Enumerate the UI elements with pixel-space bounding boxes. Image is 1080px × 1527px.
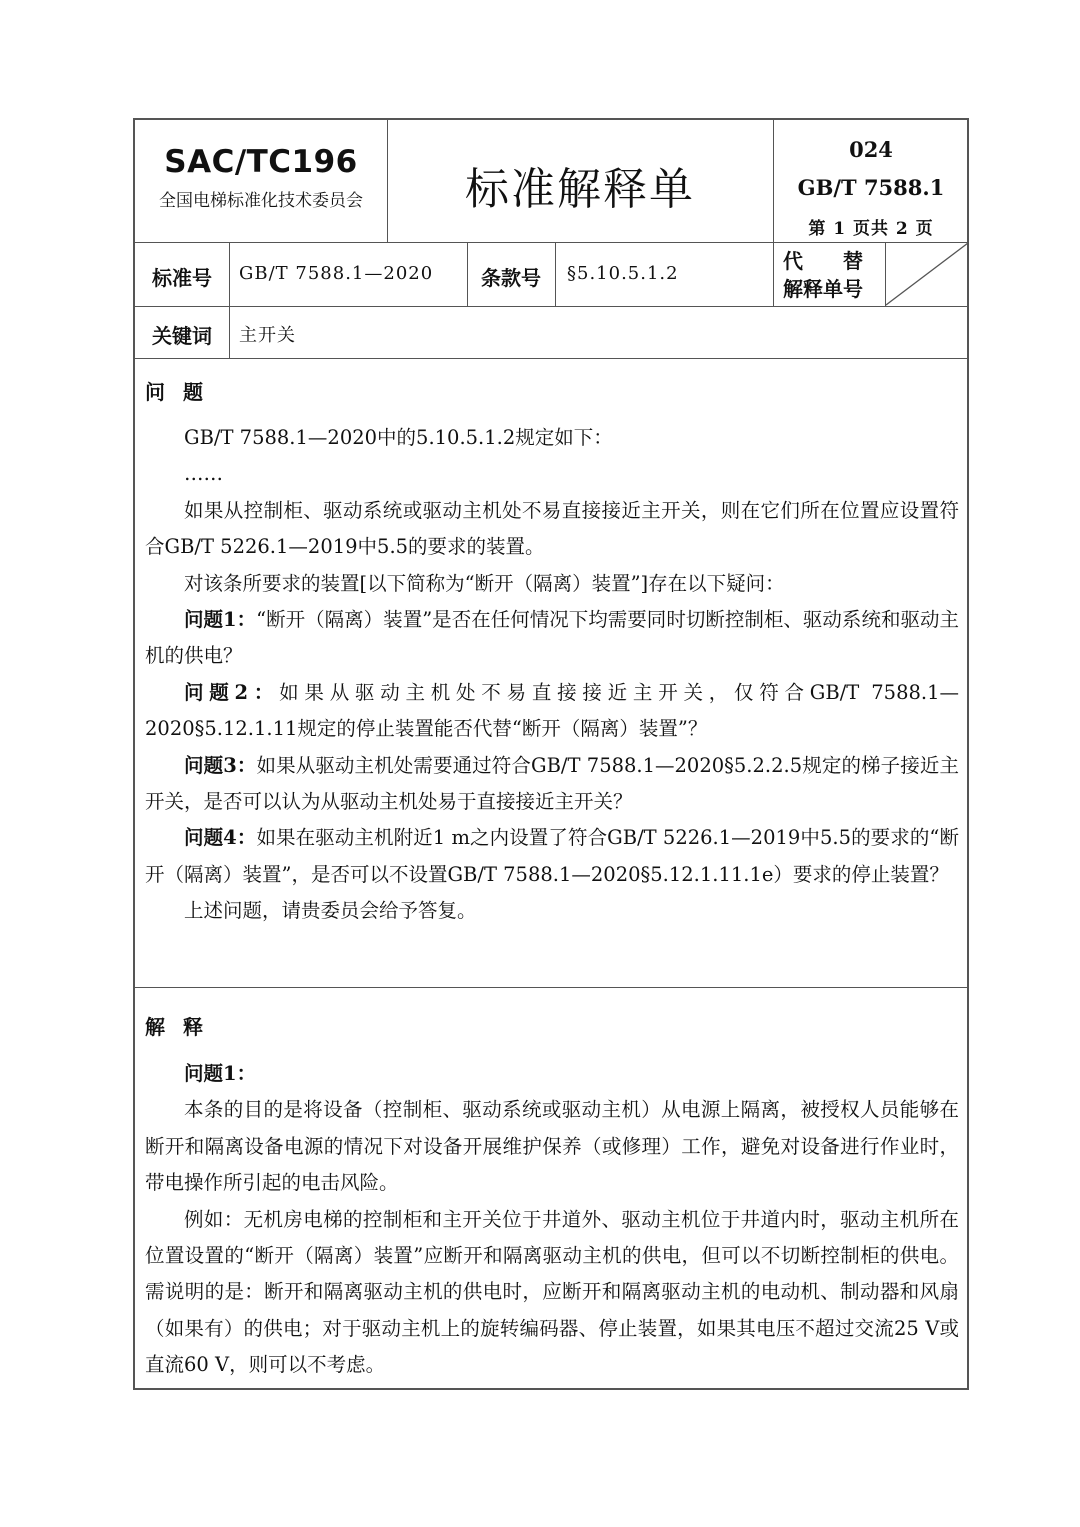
org-header — [135, 144, 387, 211]
replaced-sheet-label-line1: 代 替 — [783, 249, 863, 273]
question-paragraph: …… — [184, 462, 223, 486]
question-item-lead: 问题4： — [184, 826, 257, 850]
question-item-text: 如果在驱动主机附近1 m之内设置了符合GB/T 5226.1—2019中5.5的要求的“断开（隔离）装置”，是否可以不设置GB/T 7588.1—2020§5.12.1.11.1e）要求的停止装置？ — [145, 826, 959, 886]
page-indicator: 第 1 页共 2 页 — [808, 219, 934, 239]
keywords-label: 关键词 — [152, 324, 212, 348]
question-body — [145, 420, 959, 930]
clause-number-label: 条款号 — [481, 266, 541, 290]
org-code: SAC/TC196 — [164, 144, 358, 180]
document-title: 标准解释单 — [465, 164, 695, 215]
answer-section-title: 解释 — [145, 1015, 221, 1039]
question-item-lead: 问题3： — [184, 753, 257, 777]
divider — [135, 306, 967, 307]
divider — [135, 987, 967, 988]
answer-paragraph: 本条的目的是将设备（控制柜、驱动系统或驱动主机）从电源上隔离，被授权人员能够在断开和隔离设备电源的情况下对设备开展维护保养（或修理）工作，避免对设备进行作业时，带电操作所引起的电击风险。 — [145, 1098, 959, 1195]
question-item-lead: 问题2： — [184, 680, 280, 704]
question-item-text: 如果从驱动主机处不易直接接近主开关，仅符合GB/T 7588.1—2020§5.12.1.11规定的停止装置能否代替“断开（隔离）装置”？ — [145, 680, 959, 741]
question-item-1 — [145, 602, 959, 675]
question-paragraph: GB/T 7588.1—2020中的5.10.5.1.2规定如下： — [184, 426, 613, 449]
divider — [135, 358, 967, 359]
question-closing: 上述问题，请贵委员会给予答复。 — [184, 899, 477, 923]
clause-number-value: §5.10.5.1.2 — [567, 263, 679, 284]
divider — [229, 242, 230, 358]
question-item-3 — [145, 748, 959, 821]
divider — [555, 242, 556, 306]
keywords-value: 主开关 — [239, 325, 296, 346]
question-section-title: 问题 — [145, 380, 221, 404]
question-item-text: “断开（隔离）装置”是否在任何情况下均需要同时切断控制柜、驱动系统和驱动主机的供电？ — [145, 608, 959, 668]
question-item-lead: 问题1： — [184, 608, 257, 632]
standard-number-label: 标准号 — [152, 266, 212, 290]
question-paragraph: 如果从控制柜、驱动系统或驱动主机处不易直接接近主开关，则在它们所在位置应设置符合GB/T 5226.1—2019中5.5的要求的装置。 — [145, 498, 959, 559]
question-paragraph: 对该条所要求的装置[以下简称为“断开（隔离）装置”]存在以下疑问： — [184, 571, 785, 595]
org-name: 全国电梯标准化技术委员会 — [159, 191, 363, 211]
question-item-4 — [145, 820, 959, 893]
standard-number-value: GB/T 7588.1—2020 — [239, 263, 434, 284]
document-number: 024 — [849, 137, 893, 162]
replaced-sheet-label-line2: 解释单号 — [783, 277, 863, 301]
blank-cell-slash — [885, 242, 969, 306]
question-item-2 — [145, 675, 959, 748]
document-meta — [773, 132, 969, 239]
interpretation-form — [133, 118, 969, 1390]
answer-paragraph: 例如：无机房电梯的控制柜和主开关位于井道外、驱动主机位于井道内时，驱动主机所在位置设置的“断开（隔离）装置”应断开和隔离驱动主机的供电，但可以不切断控制柜的供电。需说明的是：断开和隔离驱动主机的供电时，应断开和隔离驱动主机的电动机、制动器和风扇（如果有）的供电；对于驱动主机上的旋转编码器、停止装置，如果其电压不超过交流25 V或直流60 V，则可以不考虑。 — [145, 1207, 959, 1377]
answer-body — [145, 1056, 959, 1384]
standard-code: GB/T 7588.1 — [797, 175, 945, 200]
replaced-sheet-label — [783, 247, 863, 303]
answer-subhead: 问题1： — [184, 1062, 257, 1085]
question-item-text: 如果从驱动主机处需要通过符合GB/T 7588.1—2020§5.2.2.5规定的梯子接近主开关，是否可以认为从驱动主机处易于直接接近主开关？ — [145, 753, 959, 814]
divider — [135, 242, 967, 243]
